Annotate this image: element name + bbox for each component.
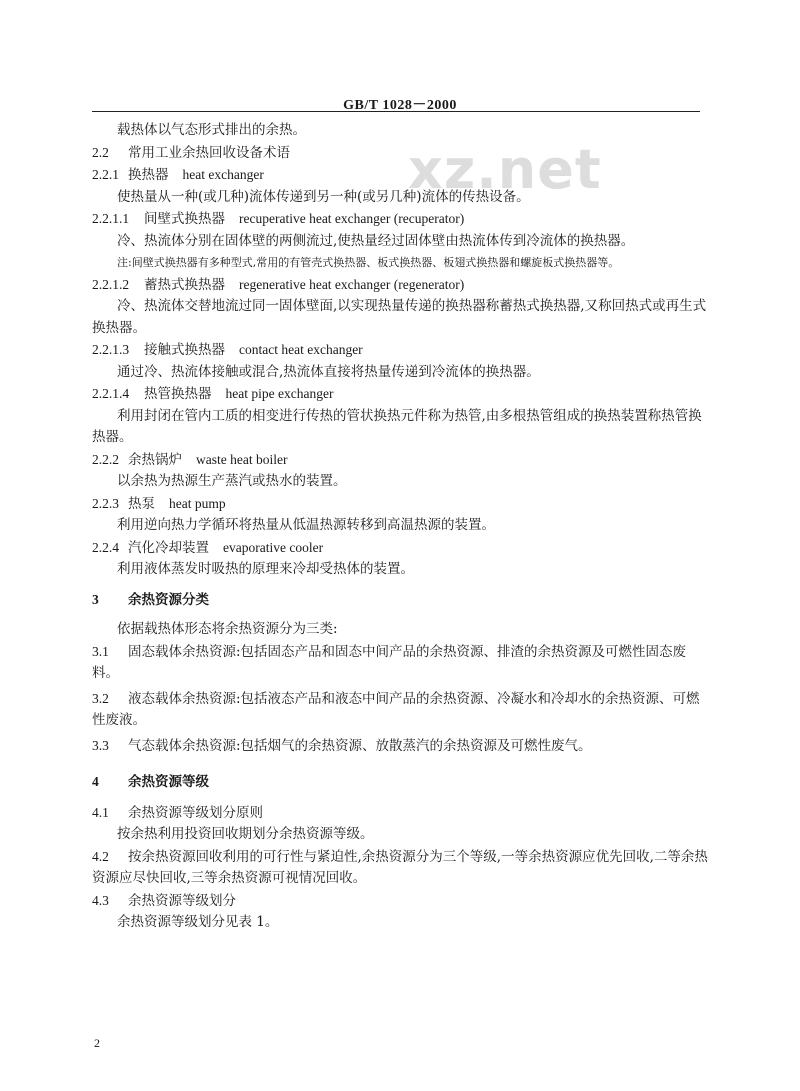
- clause-number: 2.2: [92, 144, 109, 160]
- clause-4-1-heading: [92, 802, 712, 825]
- clause-2-2-3-heading: [92, 493, 712, 516]
- clause-text: 按余热资源回收利用的可行性与紧迫性,余热资源分为三个等级,一等余热资源应优先回收,二等余热资源应尽快回收,三等余热资源可视情况回收。: [92, 848, 708, 886]
- term-en: evaporative cooler: [223, 539, 324, 555]
- watermark-logo: xz.net: [408, 138, 602, 201]
- clause-text: 液态载体余热资源:包括液态产品和液态中间产品的余热资源、冷凝水和冷却水的余热资源、可燃性废液。: [92, 690, 700, 728]
- document-body: [92, 120, 712, 934]
- clause-2-2-1-4-heading: [92, 383, 712, 406]
- term-en: regenerative heat exchanger (regenerator): [239, 276, 465, 292]
- clause-number: 2.2.2: [92, 451, 119, 467]
- clause-2-2-4-heading: [92, 537, 712, 560]
- term-definition: 使热量从一种(或几种)流体传递到另一种(或另几种)流体的传热设备。: [117, 188, 530, 205]
- clause-text: 气态载体余热资源:包括烟气的余热资源、放散蒸汽的余热资源及可燃性废气。: [128, 737, 592, 754]
- section-4-heading: [92, 771, 712, 794]
- clause-3-1: [92, 641, 712, 685]
- term-cn: 间壁式换热器: [144, 211, 225, 227]
- term-en: recuperative heat exchanger (recuperator): [239, 211, 465, 226]
- clause-2-2-1-1-heading: [92, 208, 712, 231]
- clause-number: 4.2: [92, 848, 109, 864]
- term-definition: 利用逆向热力学循环将热量从低温热源转移到高温热源的装置。: [117, 517, 495, 533]
- term-definition: 利用液体蒸发时吸热的原理来冷却受热体的装置。: [117, 561, 414, 577]
- clause-number: 2.2.1: [92, 167, 119, 182]
- section-title: 余热资源分类: [128, 591, 209, 608]
- term-definition: 冷、热流体交替地流过同一固体壁面,以实现热量传递的换热器称蓄热式换热器,又称回热式或再生式换热器。: [92, 298, 707, 336]
- clause-number: 2.2.1.2: [92, 276, 130, 292]
- clause-number: 2.2.1.3: [92, 342, 130, 357]
- clause-2-2-1-2-heading: [92, 274, 712, 297]
- clause-number: 2.2.4: [92, 539, 119, 555]
- term-note: 注:间壁式换热器有多种型式,常用的有管壳式换热器、板式换热器、板翅式换热器和螺旋板式换热器等。: [117, 256, 620, 269]
- term-cn: 蓄热式换热器: [144, 276, 225, 293]
- header-rule: [92, 111, 700, 112]
- term-cn: 汽化冷却装置: [128, 539, 209, 556]
- continued-text: 载热体以气态形式排出的余热。: [117, 122, 306, 138]
- clause-2-2-1-heading: [92, 164, 712, 187]
- term-definition: 利用封闭在管内工质的相变进行传热的管状换热元件称为热管,由多根热管组成的换热装置称热管换热器。: [92, 407, 702, 445]
- clause-text: 按余热利用投资回收期划分余热资源等级。: [117, 826, 374, 842]
- clause-number: 2.2.1.1: [92, 211, 130, 226]
- section-number: 3: [92, 591, 99, 607]
- term-en: heat pipe exchanger: [225, 386, 334, 401]
- term-en: waste heat boiler: [196, 451, 288, 467]
- clause-4-3-heading: [92, 890, 712, 913]
- page-number: 2: [94, 1036, 100, 1050]
- term-en: contact heat exchanger: [239, 342, 363, 357]
- term-definition: 通过冷、热流体接触或混合,热流体直接将热量传递到冷流体的换热器。: [117, 363, 540, 380]
- clause-title: 常用工业余热回收设备术语: [128, 144, 290, 161]
- clause-number: 4.3: [92, 892, 109, 908]
- clause-2-2-2-heading: [92, 449, 712, 472]
- section-3-heading: [92, 589, 712, 612]
- section-number: 4: [92, 774, 99, 789]
- term-cn: 换热器: [128, 167, 169, 183]
- clause-number: 2.2.3: [92, 495, 119, 511]
- term-definition: 冷、热流体分别在固体壁的两侧流过,使热量经过固体壁由热流体传到冷流体的换热器。: [117, 232, 635, 249]
- term-cn: 接触式换热器: [144, 342, 225, 358]
- standard-code-header: GB/T 1028－2000: [343, 98, 457, 113]
- clause-number: 2.2.1.4: [92, 386, 130, 401]
- clause-3-3: [92, 735, 712, 758]
- clause-number: 3.1: [92, 643, 109, 659]
- clause-number: 3.2: [92, 690, 109, 706]
- clause-number: 3.3: [92, 737, 109, 753]
- clause-4-2: [92, 846, 712, 890]
- clause-number: 4.1: [92, 804, 109, 820]
- clause-3-2: [92, 688, 712, 732]
- clause-text: 余热资源等级划分见表 1。: [117, 914, 279, 930]
- clause-title: 余热资源等级划分原则: [128, 804, 263, 821]
- term-cn: 热泵: [128, 495, 155, 512]
- clause-text: 固态载体余热资源:包括固态产品和固态中间产品的余热资源、排渣的余热资源及可燃性固态废料。: [92, 643, 687, 681]
- clause-2-2-heading: [92, 142, 712, 165]
- term-cn: 余热锅炉: [128, 451, 182, 468]
- section-intro: 依据载热体形态将余热资源分为三类:: [117, 621, 338, 637]
- clause-title: 余热资源等级划分: [128, 892, 236, 909]
- section-title: 余热资源等级: [128, 774, 209, 790]
- term-en: heat exchanger: [182, 167, 264, 182]
- term-en: heat pump: [169, 495, 226, 511]
- clause-2-2-1-3-heading: [92, 339, 712, 362]
- term-cn: 热管换热器: [144, 386, 212, 402]
- term-definition: 以余热为热源生产蒸汽或热水的装置。: [117, 473, 347, 489]
